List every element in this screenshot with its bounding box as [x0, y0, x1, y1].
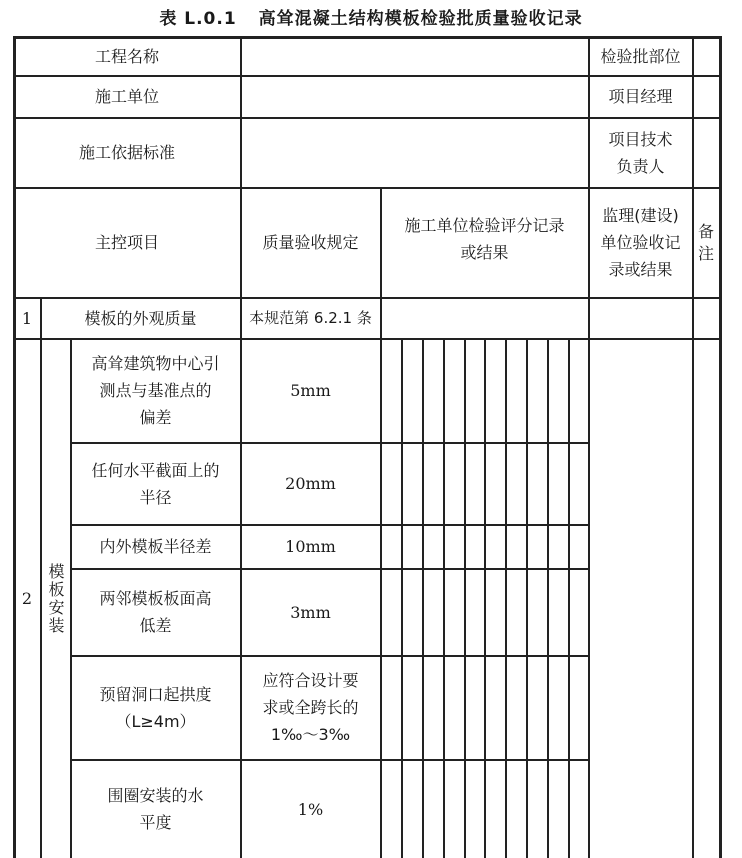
- subitem-center-deviation: 高耸建筑物中心引 测点与基准点的 偏差: [91, 354, 220, 427]
- score-col-divider: [484, 338, 486, 858]
- score-col-divider: [422, 338, 424, 858]
- subitem-arch-req: 应符合设计要 求或全跨长的 1‰～3‰: [262, 671, 359, 744]
- row-2-number: 2: [21, 589, 33, 608]
- project-name-label: 工程名称: [94, 46, 159, 66]
- construction-unit-label: 施工单位: [94, 87, 159, 106]
- standard-label: 施工依据标准: [78, 143, 175, 162]
- subitem-radius: 任何水平截面上的 半径: [91, 460, 220, 507]
- project-manager-value[interactable]: [693, 76, 719, 117]
- project-manager-label: 项目经理: [608, 87, 673, 106]
- score-col-divider: [401, 338, 403, 858]
- subitem-height-diff-req: 3mm: [290, 602, 331, 622]
- supervisor-record-header: 监理(建设) 单位验收记 录或结果: [600, 206, 681, 279]
- table-number: 表 L.0.1: [159, 9, 237, 29]
- row-1-item: 模板的外观质量: [84, 308, 197, 328]
- remarks-header: 备 注: [697, 221, 714, 263]
- subitem-height-diff: 两邻模板板面高 低差: [99, 589, 212, 635]
- row-2-group-label: 模板安装: [46, 562, 65, 635]
- table-border-right: [719, 36, 722, 858]
- subitem-radius-req: 20mm: [285, 474, 336, 493]
- construction-unit-value[interactable]: [241, 76, 588, 117]
- tech-lead-label: 项目技术 负责人: [608, 129, 673, 176]
- subitem-arch: 预留洞口起拱度 （L≥4m）: [99, 684, 212, 731]
- subitem-radius-diff: 内外模板半径差: [99, 537, 212, 556]
- contractor-record-header: 施工单位检验评分记录 或结果: [404, 216, 565, 262]
- score-col-divider: [505, 338, 507, 858]
- score-col-divider: [464, 338, 466, 858]
- tech-lead-value[interactable]: [693, 118, 719, 187]
- row-1-requirement: 本规范第 6.2.1 条: [249, 308, 372, 327]
- project-name-value[interactable]: [241, 37, 588, 75]
- score-col-divider: [526, 338, 528, 858]
- subitem-center-deviation-req: 5mm: [290, 381, 331, 400]
- requirement-header: 质量验收规定: [262, 233, 359, 252]
- inspection-part-label: 检验批部位: [600, 46, 681, 66]
- table-title-text: 高耸混凝土结构模板检验批质量验收记录: [258, 9, 583, 29]
- standard-value[interactable]: [241, 118, 588, 187]
- subitem-levelness: 围圈安装的水 平度: [107, 786, 204, 832]
- main-items-header: 主控项目: [94, 233, 159, 252]
- row-1-number: 1: [21, 308, 33, 328]
- inspection-part-value[interactable]: [693, 37, 719, 75]
- score-col-divider: [568, 338, 570, 858]
- subitem-radius-diff-req: 10mm: [285, 537, 336, 556]
- score-col-divider: [443, 338, 445, 858]
- subitem-levelness-req: 1%: [297, 799, 324, 819]
- score-col-divider: [547, 338, 549, 858]
